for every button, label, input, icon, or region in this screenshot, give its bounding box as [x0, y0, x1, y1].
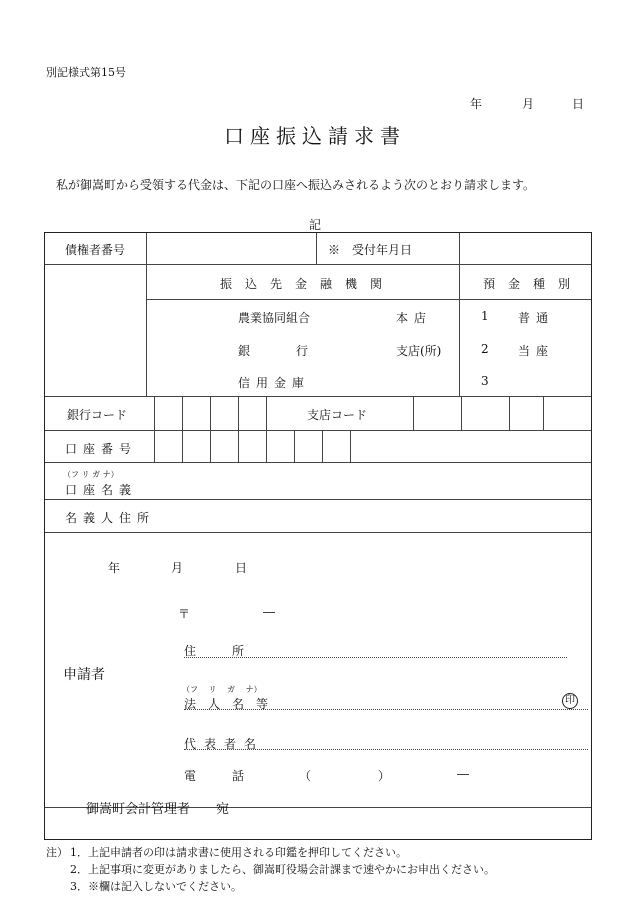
phone-paren-close: ） [378, 769, 391, 783]
creditor-number-label: 債権者番号 [65, 243, 126, 257]
type2-name: 当座 [518, 344, 555, 358]
inst-nokyo: 農業協同組合 [238, 311, 311, 325]
phone-dash: ― [457, 767, 469, 781]
postal-mark: 〒 [178, 607, 191, 621]
ki-label: 記 [309, 218, 322, 232]
bank-header: 振込先金融機関 [220, 277, 396, 291]
account-name-furigana: （フ リ ガ ナ） [63, 470, 119, 479]
bank-code-label: 銀行コード [67, 408, 128, 422]
type1-name: 普通 [518, 311, 555, 325]
type1-number: 1 [481, 309, 489, 323]
receipt-date-label: ※ 受付年月日 [328, 243, 413, 257]
inst-bank: 銀行 [238, 344, 355, 358]
page-title: 口座振込請求書 [224, 124, 406, 148]
postal-dash: ― [263, 605, 275, 619]
note-2: 2．上記事項に変更がありましたら、御嵩町役場会計課まで速やかにお申出ください。 [70, 863, 495, 876]
representative-label: 代表者名 [184, 737, 265, 751]
applicant-month: 月 [171, 561, 184, 575]
date-day-label: 日 [572, 97, 585, 111]
form-table [44, 232, 592, 840]
addressee: 御嵩町会計管理者 宛 [86, 802, 230, 817]
type2-number: 2 [481, 342, 489, 356]
note-3: 3．※欄は記入しないでください。 [70, 880, 242, 893]
address-label: 住 所 [184, 644, 245, 658]
applicant-year: 年 [108, 561, 121, 575]
corp-name-label: 法人名等 [184, 697, 281, 711]
phone-paren-open: （ [299, 769, 312, 783]
date-month-label: 月 [522, 97, 535, 111]
branch-main: 本店 [396, 311, 433, 325]
applicant-day: 日 [235, 561, 248, 575]
account-name-label: 口座名義 [65, 483, 138, 497]
deposit-type-header: 預金種別 [483, 277, 584, 291]
intro-text: 私が御嵩町から受領する代金は、下記の口座へ振込みされるよう次のとおり請求します。 [56, 178, 536, 192]
form-code: 別記様式第15号 [46, 66, 126, 79]
applicant-section-label: 申請者 [63, 667, 105, 683]
inst-shinkin: 信用金庫 [238, 376, 311, 390]
seal-mark: 印 [562, 693, 578, 709]
phone-label: 電 話 [184, 769, 245, 783]
notes-prefix: 注） [46, 846, 68, 859]
branch-code-label: 支店コード [307, 408, 368, 422]
note-1: 1．上記申請者の印は請求書に使用される印鑑を押印してください。 [70, 846, 407, 859]
branch-sub: 支店(所) [396, 344, 442, 358]
corp-name-furigana: （フ リ ガ ナ） [182, 685, 262, 694]
holder-address-label: 名義人住所 [65, 511, 156, 525]
account-number-label: 口座番号 [65, 442, 138, 456]
type3-number: 3 [481, 374, 489, 388]
date-year-label: 年 [470, 97, 483, 111]
